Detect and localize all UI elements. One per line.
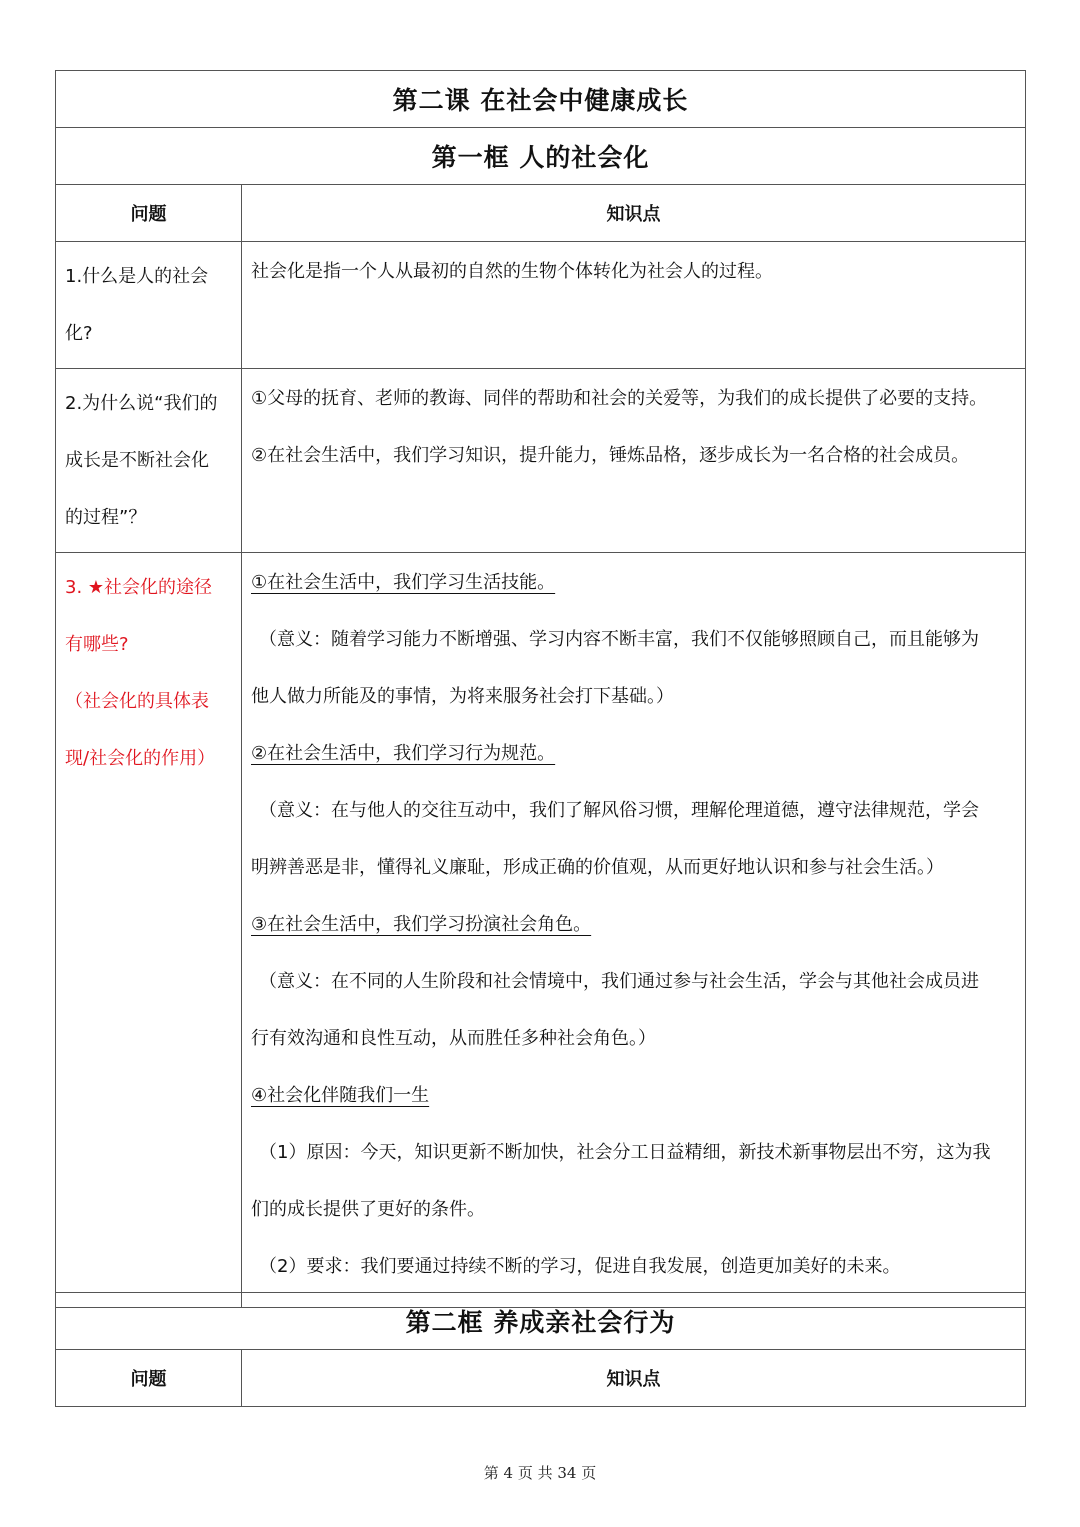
table-row [56, 553, 1026, 1308]
question-cell-key [56, 553, 242, 1308]
point-2-note: 明辨善恶是非，懂得礼义廉耻，形成正确的价值观，从而更好地认识和参与社会生活。） [251, 857, 944, 878]
point-1-note: （意义：随着学习能力不断增强、学习内容不断丰富，我们不仅能够照顾自己，而且能够为 [259, 629, 979, 650]
column-header-question: 问题 [56, 185, 242, 242]
answer-line: 社会化是指一个人从最初的自然的生物个体转化为社会人的过程。 [251, 261, 773, 282]
frame2-table [55, 1292, 1026, 1407]
answer-line: ①父母的抚育、老师的教诲、同伴的帮助和社会的关爱等，为我们的成长提供了必要的支持。 [251, 388, 988, 409]
column-header-knowledge: 知识点 [242, 185, 1026, 242]
question-line: 2.为什么说“我们的 [65, 393, 218, 414]
page-number: 第 4 页 共 34 页 [483, 1464, 597, 1482]
question-line: 成长是不断社会化 [65, 450, 209, 471]
frame2-title: 第二框 养成亲社会行为 [56, 1293, 1026, 1350]
table-row [56, 242, 1026, 369]
question-line: 有哪些? [65, 634, 129, 655]
question-line: （社会化的具体表 [65, 691, 209, 712]
knowledge-cell [242, 369, 1026, 553]
point-4-reason: （1）原因：今天，知识更新不断加快，社会分工日益精细，新技术新事物层出不穷，这为我 [259, 1142, 991, 1163]
column-header-question: 问题 [56, 1350, 242, 1407]
point-3-note: （意义：在不同的人生阶段和社会情境中，我们通过参与社会生活，学会与其他社会成员进 [259, 971, 979, 992]
table-row [56, 369, 1026, 553]
question-line: 现/社会化的作用） [65, 748, 216, 769]
point-2-note: （意义：在与他人的交往互动中，我们了解风俗习惯，理解伦理道德，遵守法律规范，学会 [259, 800, 979, 821]
question-line: 的过程”？ [65, 507, 147, 528]
question-cell [56, 242, 242, 369]
question-line: 1.什么是人的社会 [65, 266, 209, 287]
point-4-heading: ④社会化伴随我们一生 [251, 1085, 430, 1106]
point-3-heading: ③在社会生活中，我们学习扮演社会角色。 [251, 914, 592, 935]
question-line: 3. ★社会化的途径 [65, 577, 213, 598]
question-line: 化? [65, 323, 93, 344]
point-1-note: 他人做力所能及的事情，为将来服务社会打下基础。） [251, 686, 674, 707]
column-header-knowledge: 知识点 [242, 1350, 1026, 1407]
point-2-heading: ②在社会生活中，我们学习行为规范。 [251, 743, 556, 764]
lesson-table [55, 70, 1026, 1308]
question-cell [56, 369, 242, 553]
lesson-title: 第二课 在社会中健康成长 [56, 71, 1026, 128]
point-3-note: 行有效沟通和良性互动，从而胜任多种社会角色。） [251, 1028, 656, 1049]
knowledge-cell [242, 242, 1026, 369]
answer-line: ②在社会生活中，我们学习知识，提升能力，锤炼品格，逐步成长为一名合格的社会成员。 [251, 445, 970, 466]
frame1-title: 第一框 人的社会化 [56, 128, 1026, 185]
point-1-heading: ①在社会生活中，我们学习生活技能。 [251, 572, 556, 593]
knowledge-cell [242, 553, 1026, 1308]
point-4-requirement: （2）要求：我们要通过持续不断的学习，促进自我发展，创造更加美好的未来。 [259, 1256, 901, 1277]
point-4-reason: 们的成长提供了更好的条件。 [251, 1199, 485, 1220]
